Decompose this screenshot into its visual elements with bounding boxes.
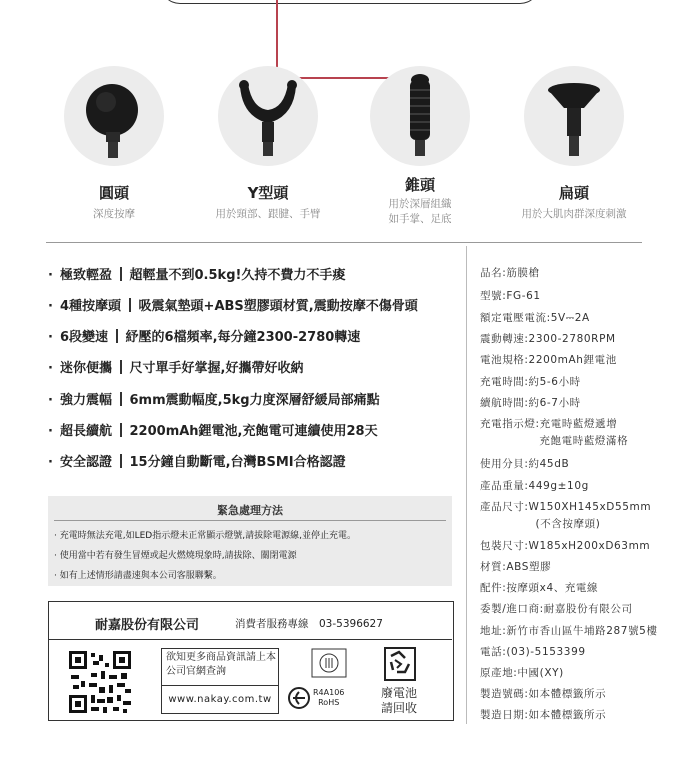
spec-item: 配件:按摩頭x4、充電線	[480, 582, 599, 594]
spec-item: 產品尺寸:W150XH145xD55mm	[480, 501, 652, 513]
spec-item: 額定電壓電流:5V⎓2A	[480, 312, 590, 324]
feature-item: · 強力震幅 6mm震動幅度,5kg力度深層舒緩局部痛點	[48, 393, 380, 408]
spec-item: (不含按摩頭)	[480, 518, 601, 530]
spec-item: 製造號碼:如本體標籤所示	[480, 688, 607, 700]
head-desc: 用於頸部、跟腱、手臂	[215, 208, 321, 220]
bsmi-icon	[287, 686, 311, 710]
spec-item: 充飽電時藍燈滿格	[480, 435, 629, 447]
cone-head-image	[370, 66, 470, 166]
feature-item: · 超長續航 2200mAh鋰電池,充飽電可連續使用28天	[48, 424, 378, 439]
head-title: 圓頭	[98, 184, 129, 202]
spec-item: 充電指示燈:充電時藍燈遞增	[480, 418, 618, 430]
section-divider	[46, 242, 642, 243]
company-header	[49, 602, 452, 640]
website-rule	[162, 685, 278, 686]
spec-item: 地址:新竹市香山區牛埔路287號5樓	[480, 625, 658, 637]
head-desc: 用於深層組織	[388, 198, 452, 210]
flat-head-image	[524, 66, 624, 166]
spec-item: 震動轉速:2300-2780RPM	[480, 333, 616, 345]
spec-item: 製造日期:如本體標籤所示	[480, 709, 607, 721]
emergency-title: 緊急處理方法	[217, 504, 283, 517]
emergency-rule	[54, 520, 446, 521]
class-ii-icon	[311, 648, 347, 678]
spec-item: 產品重量:449g±10g	[480, 480, 589, 492]
y-head-label	[198, 182, 338, 222]
spec-item: 續航時間:約6-7小時	[480, 397, 581, 409]
head-desc: 深度按摩	[93, 208, 135, 220]
round-head-image	[64, 66, 164, 166]
y-head-image	[218, 66, 318, 166]
column-divider	[466, 246, 467, 724]
head-title: 扁頭	[558, 184, 589, 202]
company-name: 耐嘉股份有限公司	[95, 618, 200, 633]
cert-code: R4A106 RoHS	[313, 688, 345, 707]
head-desc: 用於大肌肉群深度刺激	[521, 208, 627, 220]
spec-item: 品名:筋膜槍	[480, 267, 540, 279]
website-info-text: 欲知更多商品資訊請上本公司官網查詢	[166, 652, 276, 677]
company-box	[48, 601, 454, 721]
feature-item: · 4種按摩頭 吸震氣墊頭+ABS塑膠頭材質,震動按摩不傷骨頭	[48, 299, 418, 314]
top-outline	[160, 0, 540, 4]
spec-item: 電話:(03)-5153399	[480, 646, 586, 658]
website-link[interactable]: www.nakay.com.tw	[168, 694, 272, 705]
spec-item: 電池規格:2200mAh鋰電池	[480, 354, 617, 366]
service-hotline: 消費者服務專線 03-5396627	[235, 618, 383, 630]
feature-item: · 迷你便攜 尺寸單手好掌握,好攜帶好收納	[48, 361, 304, 376]
head-title: Y型頭	[247, 184, 289, 202]
emergency-item: · 如有上述情形請盡速與本公司客服聯繫。	[54, 571, 222, 581]
spec-item: 使用分貝:約45dB	[480, 458, 570, 470]
head-title: 錐頭	[404, 176, 435, 194]
emergency-item: · 充電時無法充電,如LED指示燈未正常顯示燈號,請拔除電源線,並停止充電。	[54, 531, 356, 541]
round-head-label	[64, 182, 164, 222]
emergency-item: · 使用當中若有發生冒煙或起火燃燒現象時,請拔除、關閉電源	[54, 551, 297, 561]
website-box	[161, 648, 279, 714]
battery-recycle-text: 廢電池 請回收	[381, 686, 418, 715]
feature-item: · 6段變速 紓壓的6檔頻率,每分鐘2300-2780轉速	[48, 330, 361, 345]
qr-code-icon[interactable]	[69, 651, 131, 713]
feature-item: · 安全認證 15分鐘自動斷電,台灣BSMI合格認證	[48, 455, 346, 470]
spec-item: 型號:FG-61	[480, 290, 541, 302]
spec-item: 包裝尺寸:W185xH200xD63mm	[480, 540, 651, 552]
feature-item: · 極致輕盈 超輕量不到0.5kg!久持不費力不手痠	[48, 268, 346, 283]
head-desc: 如手掌、足底	[388, 213, 452, 225]
recycle-icon	[383, 646, 417, 682]
emergency-box	[48, 496, 452, 586]
cone-head-label	[360, 174, 480, 227]
spec-item: 材質:ABS塑膠	[480, 561, 552, 573]
flat-head-label	[494, 182, 654, 222]
spec-item: 委製/進口商:耐嘉股份有限公司	[480, 603, 633, 615]
spec-item: 原產地:中國(XY)	[480, 667, 564, 679]
spec-item: 充電時間:約5-6小時	[480, 376, 581, 388]
